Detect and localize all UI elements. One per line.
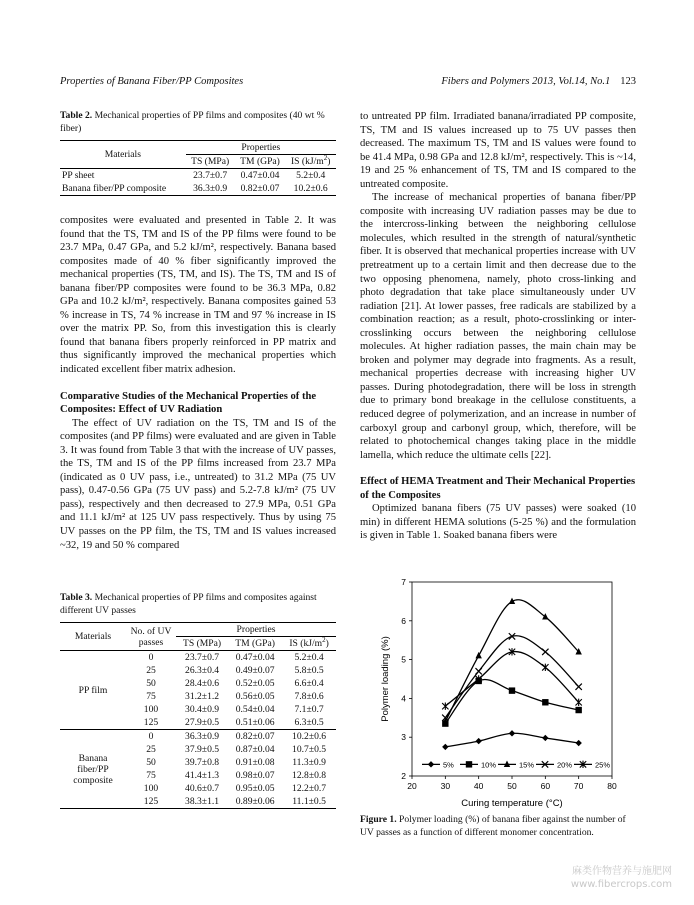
y-tick-label: 6 (401, 615, 406, 626)
section-heading-uv: Comparative Studies of the Mechanical Properties of the Composites: Effect of UV Radiation (60, 390, 317, 416)
table-row: 125 38.3±1.1 0.89±0.06 11.1±0.5 (60, 795, 336, 809)
x-tick-label: 20 (407, 781, 417, 791)
series-line-15pct (445, 600, 578, 722)
table3-header-materials: Materials (74, 631, 112, 642)
y-tick-label: 3 (401, 732, 406, 743)
data-point (542, 649, 548, 655)
paragraph: Optimized banana fibers (75 UV passes) were soaked (10 min) in different HEMA solutions (5-25 %) and the formulation is given in Table 1. Soaked banana fibers were (360, 503, 636, 542)
table3-header-tm: TM (GPa) (235, 638, 275, 649)
figure1-caption (360, 814, 636, 839)
data-point (542, 699, 548, 705)
y-axis-label: Polymer loading (%) (380, 636, 391, 722)
right-column (360, 110, 636, 543)
data-point (575, 707, 581, 713)
x-tick-label: 80 (607, 781, 617, 791)
legend-label: 15% (519, 760, 535, 770)
series-line-10pct (445, 679, 578, 723)
paragraph: The increase of mechanical properties of banana fiber/PP composite with increasing UV radiation passes may be due to the intercross-linking between the neighboring cellulose molecules, which resulted in the strength of natural/synthetic fiber. It is observed that mechanical properties increase with UV pretreatment up to a certain limit and then decrease due to the two opposing phenomena, namely, photo cross-linking and photo degradation that take place simultaneously under UV radiation [21]. At lower passes, free radicals are stabilized by a combination reaction; as a result, photo-crosslinking or inter-crosslinking occurs between the neighboring cellulose molecules. At higher radiation passes, the main chain may be broken and polymer may degrade into fragments. As a result, mechanical properties decrease with increasing higher UV passes. During photodegradation, there will be loss in strength due to primary bond breakage in the cellulose constituents, a reduced degree of polymerization, and an increase in number of carboxyl group and carbonyl group, which, therefore, will be related to photochemical changes taking place in the middle lamella, which reduce the ultimate cells [22]. (360, 192, 636, 461)
table-row: PP film 0 23.7±0.7 0.47±0.04 5.2±0.4 (60, 651, 336, 665)
y-tick-label: 2 (401, 771, 406, 781)
data-point (442, 744, 448, 750)
y-tick-label: 7 (401, 577, 406, 587)
table-row: 25 26.3±0.4 0.49±0.07 5.8±0.5 (146, 665, 324, 676)
table-row: Banana fiber/PP composite 36.3±0.9 0.82±0.07 10.2±0.6 (60, 182, 336, 196)
data-point (475, 668, 481, 674)
journal-citation: Fibers and Polymers 2013, Vol.14, No.1 (441, 76, 611, 87)
table-row: 75 41.4±1.3 0.98±0.07 12.8±0.8 (146, 770, 327, 781)
paragraph: The effect of UV radiation on the TS, TM and IS of the composites (and PP films) were evaluated and are given in Table 3. It was found from Table 3 that with the increase of UV passes, the TS, TM and IS of the PP films increased from 23.7 MPa (indicated as 0 UV pass, i.e., untreated) to 31.2 MPa (75 UV pass), 0.47-0.56 GPa (75 UV pass) and 5.2-7.8 kJ/m² (75 UV pass), respectively and then decreased to 27.9 MPa, 0.51 GPa and 11.1 kJ/m² at 125 UV pass respectively. Thus by using 75 UV passes on the PP film, the TS, TM and IS values increased ~32, 19 and 50 % compared (60, 417, 336, 551)
data-point (575, 684, 581, 690)
series-line-25pct (445, 652, 578, 707)
data-point (475, 738, 481, 744)
table3-header-is: IS $(kJ/m^2)$ (289, 635, 329, 649)
table2-caption-text: Mechanical properties of PP films and composites (40 wt % fiber) (60, 110, 325, 134)
data-point (542, 735, 548, 741)
table-row: 25 37.9±0.5 0.87±0.04 10.7±0.5 (146, 744, 327, 755)
table3-group-composite: Banana fiber/PP composite (73, 752, 113, 786)
journal-info (441, 76, 636, 87)
x-tick-label: 50 (507, 781, 517, 791)
watermark (571, 865, 672, 891)
table3-caption-text: Mechanical properties of PP films and composites against different UV passes (60, 592, 317, 616)
legend-label: 10% (481, 760, 497, 770)
legend-marker (466, 761, 472, 767)
x-tick-label: 40 (473, 781, 484, 791)
table3 (60, 622, 336, 809)
table2-header-properties: Properties (186, 141, 336, 155)
data-point (542, 664, 548, 671)
watermark-line2: www.fibercrops.com (570, 879, 672, 890)
data-point (509, 687, 515, 693)
legend-label: 5% (443, 760, 454, 770)
table-row: 100 30.4±0.9 0.54±0.04 7.1±0.7 (143, 704, 324, 715)
figure1-caption-label: Figure 1. (360, 814, 397, 825)
figure1 (360, 572, 636, 812)
table2-caption (60, 110, 336, 135)
table3-caption (60, 592, 336, 617)
data-point (509, 730, 515, 736)
table-row: 125 27.9±0.5 0.51±0.06 6.3±0.5 (60, 716, 336, 730)
x-tick-label: 70 (573, 781, 584, 791)
table3-caption-label: Table 3. (60, 592, 93, 603)
y-tick-label: 5 (401, 654, 406, 665)
legend-label: 25% (595, 760, 611, 770)
y-tick-label: 4 (401, 693, 406, 704)
watermark-line1: 麻类作物营养与施肥网 (572, 866, 672, 877)
paragraph: to untreated PP film. Irradiated banana/irradiated PP composite, TS, TM and IS values increased up to 75 UV passes then decreased. The maximum TS, TM and IS values were found to be 41.4 MPa, 0.98 GPa and 12.8 kJ/m², respectively. This is ~14, 19 and 25 % enhancement of TS, TM and IS compared to the untreated composite. (360, 111, 636, 190)
figure1-caption-text: Polymer loading (%) of banana fiber against the number of UV passes as a function of different monomer concentration. (360, 814, 626, 838)
table2-header-is: IS $(kJ/m^2)$ (290, 153, 331, 167)
running-title: Properties of Banana Fiber/PP Composites (60, 76, 244, 87)
table-row: 75 31.2±1.2 0.56±0.05 7.8±0.6 (146, 691, 324, 702)
table2-header-materials: Materials (104, 149, 141, 160)
data-point (575, 699, 581, 706)
table3-header-passes: No. of UV passes (130, 625, 172, 648)
x-axis-label: Curing temperature (°C) (461, 798, 563, 809)
table2 (60, 140, 336, 196)
table3-header-ts: TS (MPa) (182, 638, 222, 649)
table-row: 50 39.7±0.8 0.91±0.08 11.3±0.9 (146, 757, 326, 768)
data-point (442, 702, 448, 709)
left-column-upper (60, 214, 336, 552)
x-tick-label: 60 (540, 781, 551, 791)
section-heading-hema: Effect of HEMA Treatment and Their Mechanical Properties of the Composites (360, 476, 636, 501)
data-point (575, 740, 581, 746)
table2-caption-label: Table 2. (60, 110, 93, 121)
legend-marker (428, 761, 434, 767)
polymer-loading-chart (360, 572, 636, 812)
paragraph: composites were evaluated and presented in Table 2. It was found that the TS, TM and IS of the PP films were found to be 23.7 MPa, 0.47 GPa, and 5.2 kJ/m², respectively. Banana based composites made of 40 % fiber significantly improved the mechanical properties (TS, TM, and IS). The TS, TM and IS of banana fiber/PP composites were found to be 36.3 MPa, 0.82 GPa and 10.2 kJ/m², respectively. Banana composites gained 53 % increase in TS, 74 % increase in TM and 97 % increase in IS over the matrix PP. So, from this investigation this is clearly found that banana fibers properly reinforced in PP matrix and thus significantly improved the mechanical properties which indicated excellent fiber matrix adhesion. (60, 215, 336, 376)
table3-group-pp-film: PP film (78, 684, 108, 696)
legend-label: 20% (557, 760, 573, 770)
table-row: Banana fiber/PP composite 0 36.3±0.9 0.82±0.07 10.2±0.6 (60, 730, 336, 744)
table-row: 50 28.4±0.6 0.52±0.05 6.6±0.4 (146, 678, 324, 689)
page-number: 123 (620, 76, 636, 87)
x-tick-label: 30 (440, 781, 451, 791)
data-point (542, 613, 548, 619)
table-row: 100 40.6±0.7 0.95±0.05 12.2±0.7 (143, 783, 327, 794)
table2-header-tm: TM (GPa) (240, 156, 280, 167)
table-row: PP sheet 23.7±0.7 0.47±0.04 5.2±0.4 (62, 170, 326, 181)
table2-header-ts: TS (MPa) (191, 156, 230, 167)
plot-frame (412, 582, 612, 776)
table3-header-properties: Properties (176, 623, 336, 637)
